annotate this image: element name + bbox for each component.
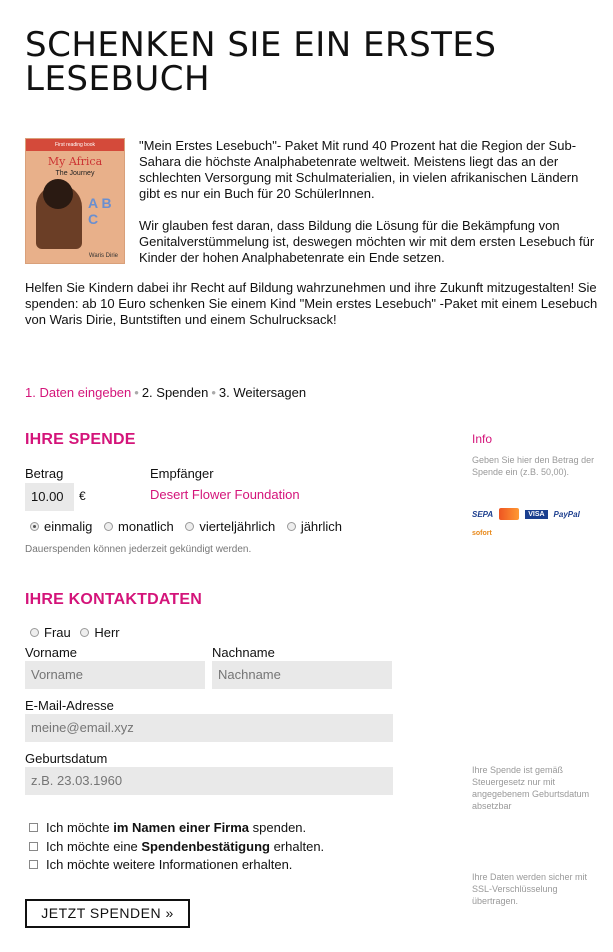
step-1: 1. Daten eingeben [25, 385, 132, 400]
frequency-options [30, 519, 350, 534]
salutation-option-frau[interactable]: Frau [30, 625, 71, 640]
radio-icon[interactable] [185, 522, 194, 531]
birthdate-input[interactable] [25, 767, 393, 795]
book-child-head [43, 179, 73, 209]
intro-text [139, 138, 601, 282]
salutation-options [30, 625, 120, 640]
radio-icon[interactable] [30, 628, 39, 637]
info-text: Geben Sie hier den Betrag der Spende ein (z.B. 50,00). [472, 455, 595, 477]
step-3: 3. Weitersagen [218, 385, 307, 400]
paypal-logo: PayPal [553, 509, 580, 519]
recurring-note: Dauerspenden können jederzeit gekündigt werden. [25, 544, 252, 555]
salutation-option-herr[interactable]: Herr [80, 625, 119, 640]
intro-paragraph-3: Helfen Sie Kindern dabei ihr Recht auf Bildung wahrzunehmen und ihre Zukunft mitzugestalten! Sie spenden: ab 10 Euro schenken Sie einem Kind "Mein erstes Lesebuch" -Paket mit einem Lesebuch von Waris Dirie, Buntstiften und einem Schulrucksack! [25, 280, 598, 327]
step-indicator [25, 385, 306, 400]
book-cover-image [25, 138, 125, 264]
book-author: Waris Dirie [88, 253, 118, 259]
payment-logos [472, 507, 586, 521]
donation-heading: IHRE SPENDE [25, 431, 136, 448]
visa-logo: VISA [525, 510, 547, 519]
radio-icon[interactable] [30, 522, 39, 531]
newsletter-checkbox-row[interactable]: Ich möchte weitere Informationen erhalten. [29, 857, 292, 872]
frequency-option-yearly[interactable]: jährlich [287, 519, 342, 534]
radio-icon[interactable] [287, 522, 296, 531]
step-separator: • [134, 385, 139, 400]
mastercard-logo [499, 508, 519, 520]
email-input[interactable] [25, 714, 393, 742]
lastname-label: Nachname [212, 645, 275, 660]
book-subtitle: The Journey [55, 170, 95, 177]
birthdate-label: Geburtsdatum [25, 751, 108, 766]
company-checkbox-row[interactable]: Ich möchte im Namen einer Firma spenden. [29, 820, 306, 835]
page-title: SCHENKEN SIE EIN ERSTES LESEBUCH [25, 25, 497, 99]
intro-paragraph-1: "Mein Erstes Lesebuch"- Paket Mit rund 40 Prozent hat die Region der Sub-Sahara die höchste Analphabetenrate weltweit. Meistens liegt das an der schlechten Versorgung mit Schulmaterialien, in vielen afrikanischen Ländern gibt es nur ein Buch für 20 SchülerInnen. [139, 138, 579, 201]
amount-input[interactable] [25, 483, 74, 511]
book-letters: A B C [88, 195, 112, 227]
sepa-logo: SEPA [472, 509, 494, 519]
recipient-label: Empfänger [150, 466, 214, 481]
checkbox-icon[interactable] [29, 860, 38, 869]
email-label: E-Mail-Adresse [25, 698, 114, 713]
ssl-note: Ihre Daten werden sicher mit SSL-Verschlüsselung übertragen. [472, 872, 588, 906]
donate-now-button[interactable]: JETZT SPENDEN » [25, 899, 190, 928]
frequency-option-once[interactable]: einmalig [30, 519, 92, 534]
book-banner: First reading book [26, 139, 124, 151]
recipient-value: Desert Flower Foundation [150, 487, 300, 502]
radio-icon[interactable] [80, 628, 89, 637]
receipt-checkbox-row[interactable]: Ich möchte eine Spendenbestätigung erhalten. [29, 839, 324, 854]
checkbox-icon[interactable] [29, 823, 38, 832]
frequency-option-quarterly[interactable]: vierteljährlich [185, 519, 275, 534]
info-title: Info [472, 432, 493, 446]
frequency-option-monthly[interactable]: monatlich [104, 519, 174, 534]
step-separator: • [211, 385, 216, 400]
amount-label: Betrag [25, 466, 64, 481]
firstname-label: Vorname [25, 645, 78, 660]
sofort-logo: sofort [472, 530, 492, 537]
radio-icon[interactable] [104, 522, 113, 531]
book-title: My Africa [47, 155, 103, 168]
lastname-input[interactable] [212, 661, 392, 689]
currency-symbol: € [79, 489, 86, 503]
intro-paragraph-2: Wir glauben fest daran, dass Bildung die Lösung für die Bekämpfung von Genitalverstümmelung ist, deswegen möchten wir mit dem ersten Lesebuch für Kinder der hohen Analphabetenrate ein Ende setzen. [139, 218, 595, 265]
firstname-input[interactable] [25, 661, 205, 689]
tax-note: Ihre Spende ist gemäß Steuergesetz nur mit angegebenem Geburtsdatum absetzbar [472, 765, 590, 811]
checkbox-icon[interactable] [29, 842, 38, 851]
contact-heading: IHRE KONTAKTDATEN [25, 591, 203, 608]
step-2: 2. Spenden [141, 385, 209, 400]
